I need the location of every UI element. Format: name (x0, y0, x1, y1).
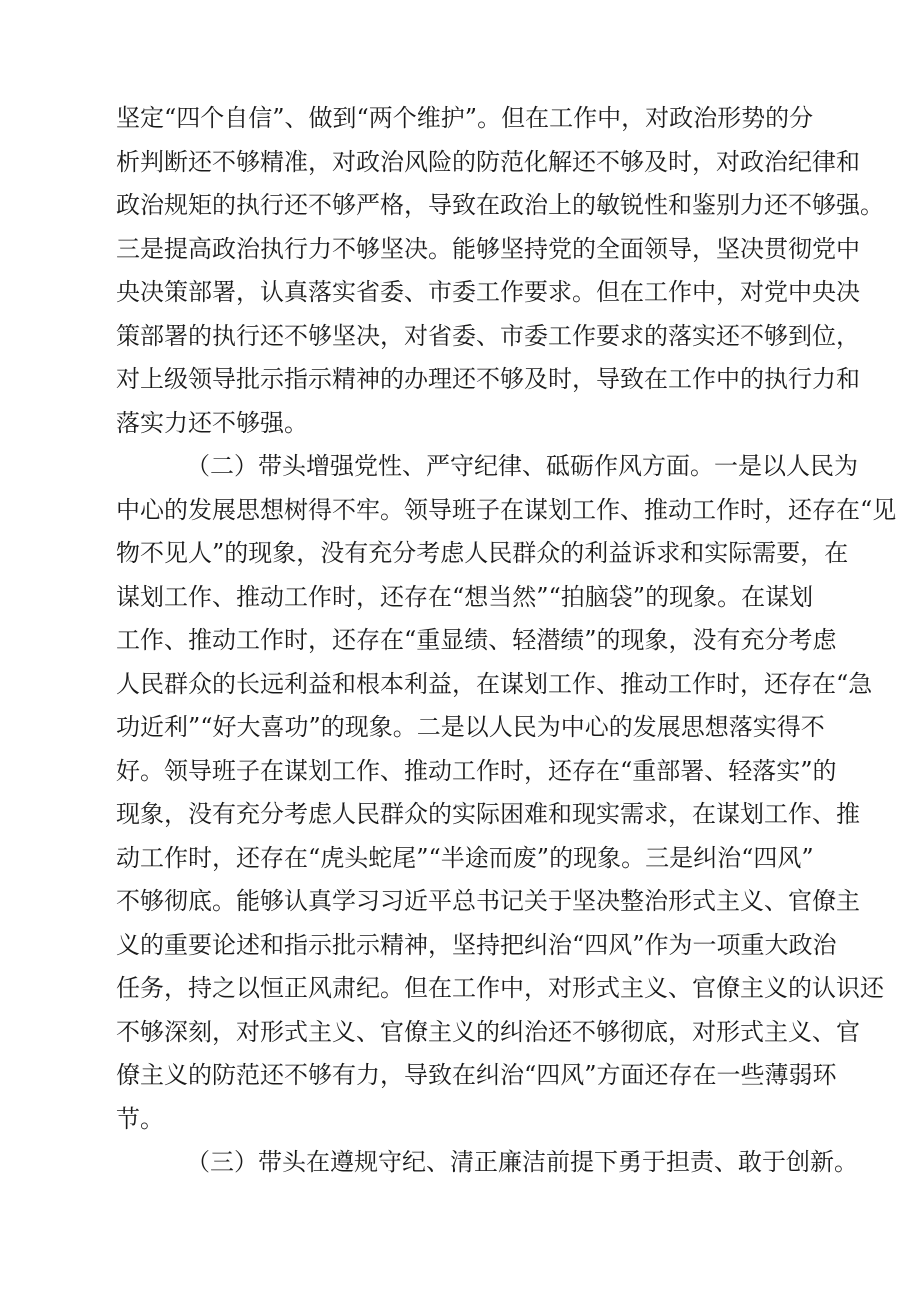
text-line: 动工作时，还存在“虎头蛇尾”“半途而废”的现象。三是纠治“四风” (116, 843, 814, 872)
section-heading-3: （三）带头在遵规守纪、清正廉洁前提下勇于担责、敢于创新。 (186, 1148, 858, 1176)
text-line: 工作、推动工作时，还存在“重显绩、轻潜绩”的现象，没有充分考虑 (116, 626, 837, 654)
text-line: 义的重要论述和指示批示精神，坚持把纠治“四风”作为一项重大政治 (116, 930, 837, 959)
text-line: 策部署的执行还不够坚决，对省委、市委工作要求的落实还不够到位， (116, 321, 860, 350)
text-line: 任务，持之以恒正风肃纪。但在工作中，对形式主义、官僚主义的认识还 (116, 974, 884, 1002)
text-line: 不够彻底。能够认真学习习近平总书记关于坚决整治形式主义、官僚主 (116, 887, 860, 915)
text-line: 落实力还不够强。 (116, 408, 308, 437)
text-line: 中心的发展思想树得不牢。领导班子在谋划工作、推动工作时，还存在“见 (116, 495, 897, 524)
text-line: 谋划工作、推动工作时，还存在“想当然”“拍脑袋”的现象。在谋划 (116, 582, 814, 611)
text-line: 析判断还不够精准，对政治风险的防范化解还不够及时，对政治纪律和 (116, 147, 860, 176)
text-line: 对上级领导批示指示精神的办理还不够及时，导致在工作中的执行力和 (116, 365, 860, 393)
text-line: 三是提高政治执行力不够坚决。能够坚持党的全面领导，坚决贯彻党中 (116, 234, 860, 263)
text-line: 现象，没有充分考虑人民群众的实际困难和现实需求，在谋划工作、推 (116, 800, 860, 828)
text-line: 人民群众的长远利益和根本利益，在谋划工作、推动工作时，还存在“急 (116, 669, 873, 698)
text-line: 不够深刻，对形式主义、官僚主义的纠治还不够彻底，对形式主义、官 (116, 1017, 860, 1046)
text-line: 好。领导班子在谋划工作、推动工作时，还存在“重部署、轻落实”的 (116, 756, 837, 785)
text-line: 坚定“四个自信”、做到“两个维护”。但在工作中，对政治形势的分 (116, 104, 814, 132)
text-line: 物不见人”的现象，没有充分考虑人民群众的利益诉求和实际需要，在 (116, 539, 849, 567)
text-line: 政治规矩的执行还不够严格，导致在政治上的敏锐性和鉴别力还不够强。 (116, 191, 884, 219)
text-line: 央决策部署，认真落实省委、市委工作要求。但在工作中，对党中央决 (116, 278, 860, 306)
text-line: 节。 (116, 1104, 164, 1133)
text-line: 僚主义的防范还不够有力，导致在纠治“四风”方面还存在一些薄弱环 (116, 1061, 837, 1089)
text-line: 功近利”“好大喜功”的现象。二是以人民为中心的发展思想落实得不 (116, 713, 825, 741)
section-heading-2: （二）带头增强党性、严守纪律、砥砺作风方面。一是以人民为 (186, 452, 858, 480)
